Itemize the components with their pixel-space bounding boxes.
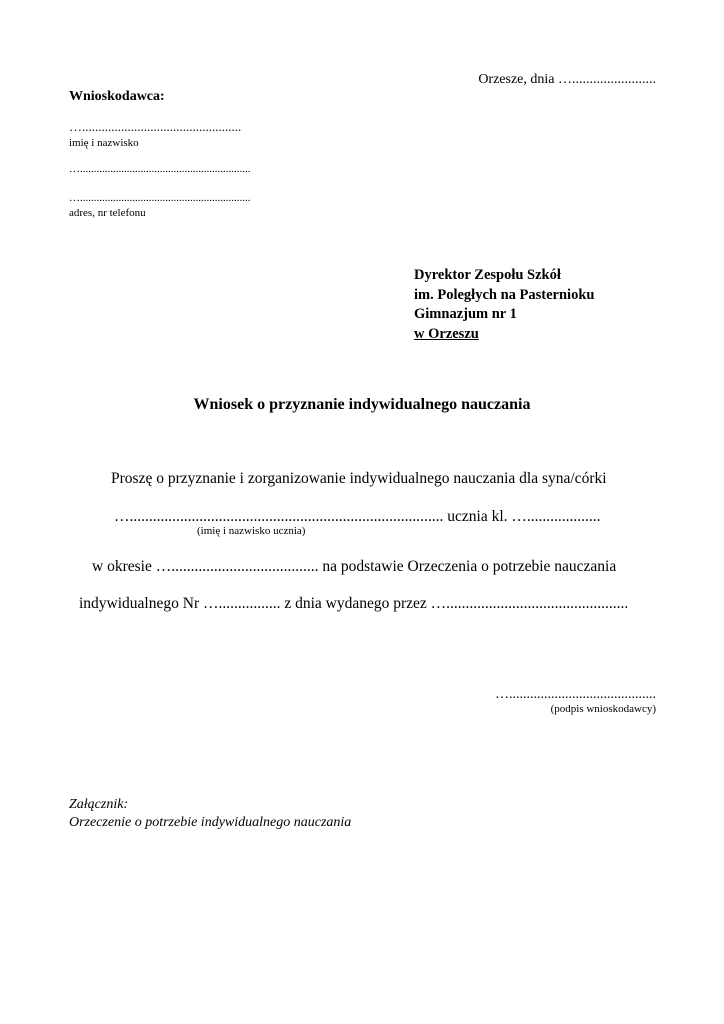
applicant-address-field-2: ….............................................................. — [69, 192, 251, 204]
student-name-caption: (imię i nazwisko ucznia) — [197, 525, 306, 537]
recipient-line-3: Gimnazjum nr 1 — [414, 306, 517, 322]
attachment-text: Orzeczenie o potrzebie indywidualnego nauczania — [69, 815, 352, 830]
body-line-4: indywidualnego Nr …................ z dnia wydanego przez …............................................... — [79, 595, 629, 612]
recipient-line-4: w Orzeszu — [414, 325, 479, 342]
applicant-heading: Wnioskodawca: — [69, 89, 165, 104]
recipient-line-2: im. Poległych na Pasternioku — [414, 286, 595, 303]
document-title: Wniosek o przyznanie indywidualnego nauczania — [193, 396, 531, 413]
body-line-3: w okresie …...................................... na podstawie Orzeczenia o potrzebie nauczania — [92, 558, 617, 575]
applicant-name-caption: imię i nazwisko — [69, 137, 139, 149]
body-line-1: Proszę o przyznanie i zorganizowanie indywidualnego nauczania dla syna/córki — [111, 470, 607, 487]
applicant-address-field-1: ….............................................................. — [69, 163, 251, 175]
signature-field: ….......................................... — [495, 687, 656, 702]
signature-caption: (podpis wnioskodawcy) — [550, 703, 656, 715]
applicant-name-field: …................................................. — [69, 119, 242, 134]
attachment-label: Załącznik: — [69, 797, 129, 812]
recipient-block — [414, 266, 594, 344]
applicant-address-caption: adres, nr telefonu — [69, 207, 146, 219]
place-date: Orzesze, dnia …........................ — [478, 72, 656, 87]
body-line-2: …................................................................................. ucznia kl. …................... — [114, 508, 601, 525]
recipient-line-1: Dyrektor Zespołu Szkół — [414, 267, 561, 283]
